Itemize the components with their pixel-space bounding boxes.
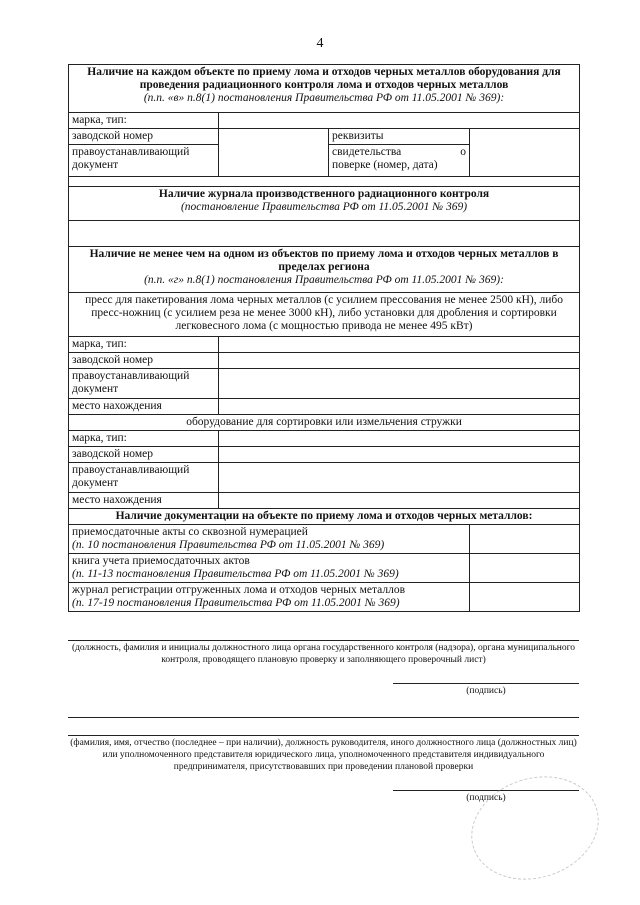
sorting-brand-type-value[interactable] (219, 431, 580, 447)
sorting-location-value[interactable] (219, 493, 580, 509)
sorting-location-label: место нахождения (69, 493, 219, 509)
doc-row-journal-label: журнал регистрации отгруженных лома и отходов черных металлов (72, 584, 405, 596)
section3-ref: (п.п. «г» п.8(1) постановления Правительства РФ от 11.05.2001 № 369): (144, 274, 504, 286)
serial-number-label: заводской номер (69, 129, 219, 145)
calibration-word-o: о (460, 146, 466, 158)
doc-row-journal-ref: (п. 17-19 постановления Правительства РФ от 11.05.2001 № 369) (72, 597, 400, 609)
radiation-journal-value[interactable] (69, 221, 580, 247)
brand-type-value[interactable] (219, 113, 580, 129)
representative-name-line-2[interactable] (68, 735, 579, 736)
section3-header (69, 247, 580, 293)
calibration-label-rest (329, 145, 470, 177)
press-serial-label: заводской номер (69, 353, 219, 369)
representative-caption: (фамилия, имя, отчество (последнее – при наличии), должность руководителя, иного должностного лица (должностных лиц) или уполномоченного представителя юридического лица, уполномоченного представителя индивидуального предпринимателя, присутствовавших при проведении плановой проверки (70, 738, 577, 772)
section1-title: Наличие на каждом объекте по приему лома и отходов черных металлов оборудования для проведения радиационного контроля лома и отходов черных металлов (87, 66, 561, 91)
calibration-label-line1: реквизиты (329, 129, 470, 145)
section1-ref: (п.п. «в» п.8(1) постановления Правительства РФ от 11.05.2001 № 369): (143, 92, 505, 104)
doc-row-acts-value[interactable] (470, 525, 580, 554)
official-caption: (должность, фамилия и инициалы должностного лица органа государственного контроля (надзора), органа муниципального контроля, проводящего плановую проверку и заполняющего проверочный лист) (71, 643, 576, 665)
sorting-equipment-title: оборудование для сортировки или измельчения стружки (69, 415, 580, 431)
press-location-label: место нахождения (69, 399, 219, 415)
official-name-line[interactable] (68, 640, 579, 641)
doc-row-book (69, 554, 470, 583)
sorting-title-doc-label: правоустанавливающий документ (69, 463, 219, 493)
section2-ref: (постановление Правительства РФ от 11.05.2001 № 369) (180, 201, 468, 213)
doc-row-journal (69, 583, 470, 612)
doc-row-acts-label: приемосдаточные акты со сквозной нумерацией (72, 526, 308, 538)
doc-row-acts (69, 525, 470, 554)
press-location-value[interactable] (219, 399, 580, 415)
press-description: пресс для пакетирования лома черных металлов (с усилием прессования не менее 2500 кН), либо пресс-ножниц (с усилием реза не менее 3000 кН), либо установки для дробления и сортировки легковесного лома (с мощностью привода не менее 495 кВт) (69, 293, 580, 337)
section1-spacer-row (69, 177, 580, 187)
section2-title: Наличие журнала производственного радиационного контроля (158, 188, 490, 200)
sorting-title-doc-value[interactable] (219, 463, 580, 493)
doc-row-acts-ref: (п. 10 постановления Правительства РФ от 11.05.2001 № 369) (72, 539, 385, 551)
press-brand-type-value[interactable] (219, 337, 580, 353)
serial-title-doc-value[interactable] (219, 129, 329, 177)
calibration-word-number-date: поверке (номер, дата) (332, 159, 438, 171)
signature-caption-2: (подпись) (466, 793, 506, 803)
section3-title: Наличие не менее чем на одном из объектов по приему лома и отходов черных металлов в пределах региона (89, 248, 559, 273)
section4-header: Наличие документации на объекте по приему лома и отходов черных металлов: (69, 509, 580, 525)
section1-header (69, 65, 580, 113)
calibration-value[interactable] (470, 129, 580, 177)
signature-line-1[interactable] (393, 683, 579, 684)
brand-type-label: марка, тип: (69, 113, 219, 129)
representative-name-line-1[interactable] (68, 717, 579, 718)
sorting-serial-label: заводской номер (69, 447, 219, 463)
press-brand-type-label: марка, тип: (69, 337, 219, 353)
calibration-word-certificate: свидетельства (332, 146, 402, 158)
press-title-doc-label: правоустанавливающий документ (69, 369, 219, 399)
doc-row-journal-value[interactable] (470, 583, 580, 612)
signature-caption-1: (подпись) (466, 686, 506, 696)
doc-row-book-value[interactable] (470, 554, 580, 583)
title-document-label: правоустанавливающий документ (69, 145, 219, 177)
press-serial-value[interactable] (219, 353, 580, 369)
stamp-mark (458, 760, 613, 895)
sorting-brand-type-label: марка, тип: (69, 431, 219, 447)
press-title-doc-value[interactable] (219, 369, 580, 399)
page-number: 4 (316, 36, 324, 51)
inspection-form-table (68, 64, 580, 612)
doc-row-book-label: книга учета приемосдаточных актов (72, 555, 250, 567)
section2-header (69, 187, 580, 221)
doc-row-book-ref: (п. 11-13 постановления Правительства РФ от 11.05.2001 № 369) (72, 568, 399, 580)
sorting-serial-value[interactable] (219, 447, 580, 463)
